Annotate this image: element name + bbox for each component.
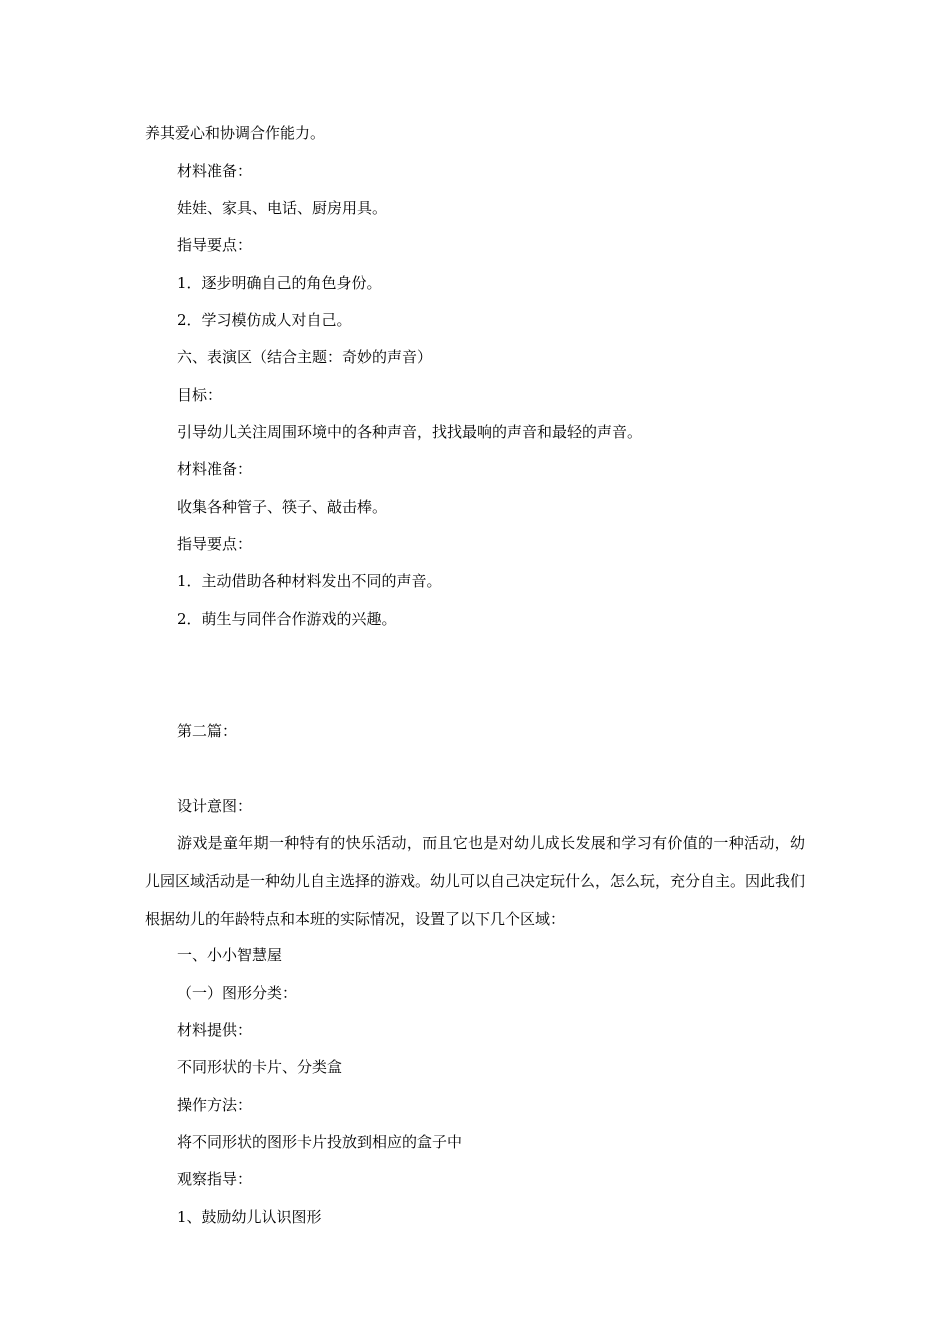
text-line: 将不同形状的图形卡片投放到相应的盒子中 xyxy=(177,1133,463,1151)
text-line: 不同形状的卡片、分类盒 xyxy=(177,1058,343,1076)
text-line: 操作方法： xyxy=(177,1096,253,1114)
text-line: 收集各种管子、筷子、敲击棒。 xyxy=(177,498,388,516)
section-heading: 六、表演区（结合主题：奇妙的声音） xyxy=(177,348,433,366)
text-line: 1．逐步明确自己的角色身份。 xyxy=(177,274,382,292)
text-line: 材料准备： xyxy=(177,460,253,478)
text-line: 材料准备： xyxy=(177,162,253,180)
text-line: 2．学习模仿成人对自己。 xyxy=(177,311,352,329)
design-heading: 设计意图： xyxy=(177,797,253,815)
subsection-heading: （一）图形分类： xyxy=(177,984,298,1002)
text-line: 1．主动借助各种材料发出不同的声音。 xyxy=(177,572,442,590)
section-title: 第二篇： xyxy=(177,722,238,740)
text-line: 观察指导： xyxy=(177,1170,253,1188)
design-paragraph: 游戏是童年期一种特有的快乐活动，而且它也是对幼儿成长发展和学习有价值的一种活动，幼儿园区域活动是一种幼儿自主选择的游戏。幼儿可以自己决定玩什么，怎么玩，充分自主。因此我们根据幼儿的年龄特点和本班的实际情况，设置了以下几个区域： xyxy=(145,834,806,928)
section-heading: 一、小小智慧屋 xyxy=(177,946,283,964)
text-line: 指导要点： xyxy=(177,236,253,254)
text-line: 目标： xyxy=(177,386,223,404)
text-line: 娃娃、家具、电话、厨房用具。 xyxy=(177,199,388,217)
text-line: 引导幼儿关注周围环境中的各种声音，找找最响的声音和最轻的声音。 xyxy=(177,423,643,441)
text-line: 材料提供： xyxy=(177,1021,253,1039)
text-line: 养其爱心和协调合作能力。 xyxy=(145,124,326,142)
text-line: 指导要点： xyxy=(177,535,253,553)
text-line: 2．萌生与同伴合作游戏的兴趣。 xyxy=(177,610,397,628)
text-line: 1、鼓励幼儿认识图形 xyxy=(177,1208,322,1226)
